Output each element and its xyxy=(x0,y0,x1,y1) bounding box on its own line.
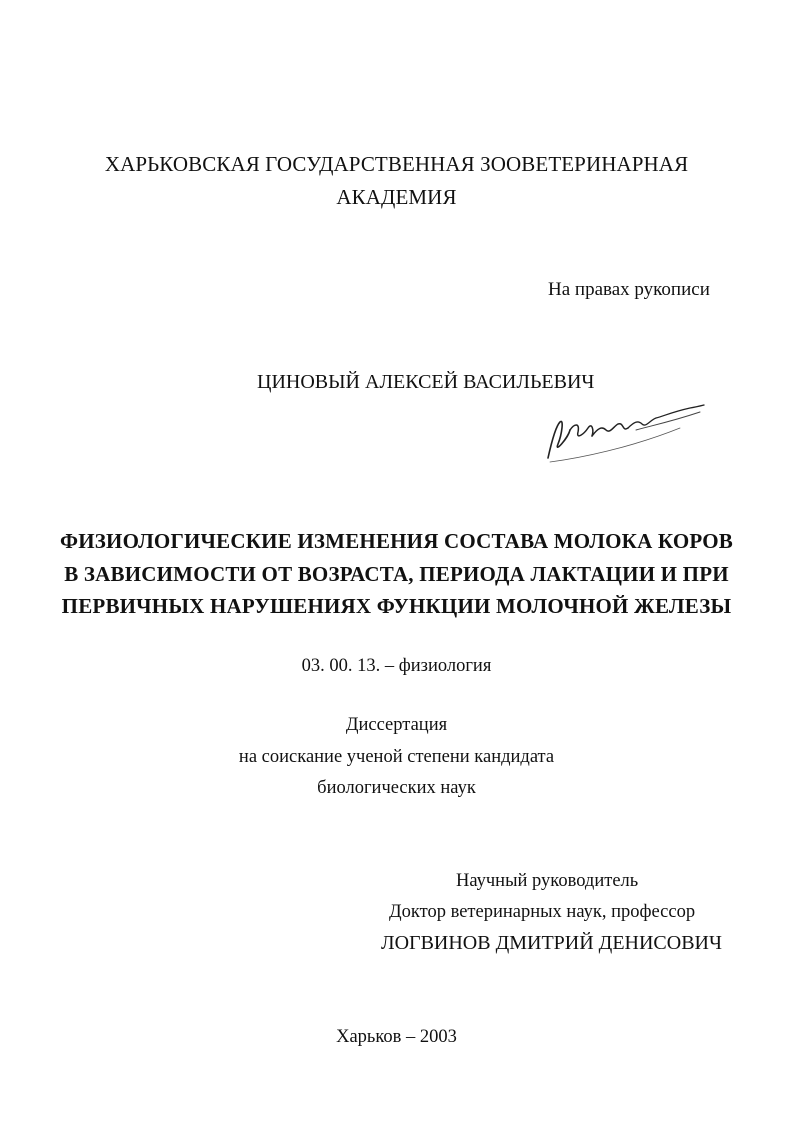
title-line-3: ПЕРВИЧНЫХ НАРУШЕНИЯХ ФУНКЦИИ МОЛОЧНОЙ ЖЕЛЕЗЫ xyxy=(61,594,732,618)
degree-line-1: Диссертация xyxy=(345,715,448,735)
title-line-1: ФИЗИОЛОГИЧЕСКИЕ ИЗМЕНЕНИЯ СОСТАВА МОЛОКА КОРОВ xyxy=(60,529,733,553)
place-year: Харьков – 2003 xyxy=(336,1027,457,1047)
title-line-2: В ЗАВИСИМОСТИ ОТ ВОЗРАСТА, ПЕРИОДА ЛАКТАЦИИ И ПРИ xyxy=(64,562,729,586)
rights-note: На правах рукописи xyxy=(548,279,710,300)
handwritten-signature-icon xyxy=(540,400,710,470)
institution-line-1: ХАРЬКОВСКАЯ ГОСУДАРСТВЕННАЯ ЗООВЕТЕРИНАРНАЯ xyxy=(104,152,689,176)
specialty-code: 03. 00. 13. – физиология xyxy=(301,656,492,676)
author-name: ЦИНОВЫЙ АЛЕКСЕЙ ВАСИЛЬЕВИЧ xyxy=(257,371,595,393)
degree-line-3: биологических наук xyxy=(317,778,476,798)
supervisor-credentials: Доктор ветеринарных наук, профессор xyxy=(389,902,696,922)
institution-line-2: АКАДЕМИЯ xyxy=(336,185,457,209)
supervisor-name: ЛОГВИНОВ ДМИТРИЙ ДЕНИСОВИЧ xyxy=(381,932,722,954)
degree-line-2: на соискание ученой степени кандидата xyxy=(238,747,555,767)
supervisor-role: Научный руководитель xyxy=(456,871,639,891)
